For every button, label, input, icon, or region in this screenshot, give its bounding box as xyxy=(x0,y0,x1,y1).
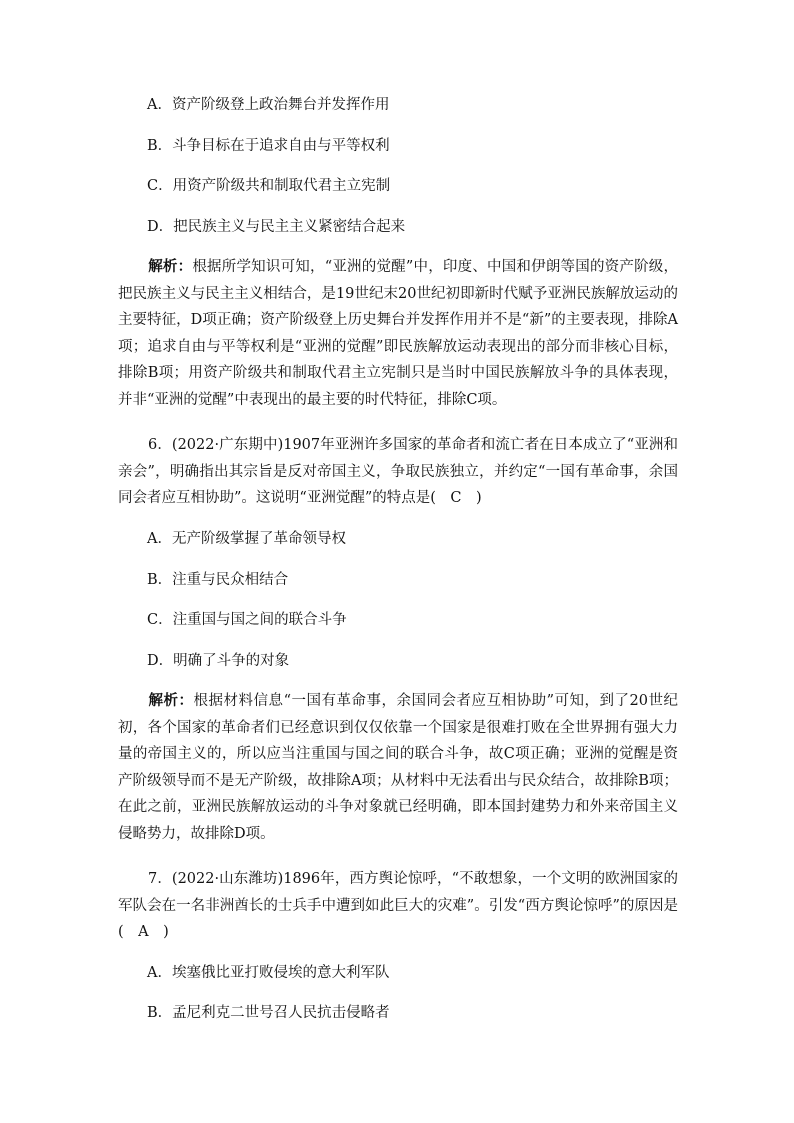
q5-option-c: C．用资产阶级共和制取代君主立宪制 xyxy=(147,178,391,194)
analysis-text: 根据材料信息“一国有革命事，余国同会者应互相协助”可知，到了20世纪初，各个国家的革命者们已经意识到仅仅依靠一个国家是很难打败在全世界拥有强大力量的帝国主义的，所以应当注重国与国之间的联合斗争，故C项正确；亚洲的觉醒是资产阶级领导而不是无产阶级，故排除A项；从材料中无法看出与民众结合，故排除B项；在此之前，亚洲民族解放运动的斗争对象就已经明确，即本国封建势力和外来帝国主义侵略势力，故排除D项。 xyxy=(118,693,678,842)
question-text: 6．(2022·广东期中)1907年亚洲许多国家的革命者和流亡者在日本成立了“亚洲和亲会”，明确指出其宗旨是反对帝国主义，争取民族独立，并约定“一国有革命事，余国同会者应互相协助”。这说明“亚洲觉醒”的特点是( C ) xyxy=(118,437,678,506)
analysis-text: 根据所学知识可知，“亚洲的觉醒”中，印度、中国和伊朗等国的资产阶级，把民族主义与民主主义相结合，是19世纪末20世纪初即新时代赋予亚洲民族解放运动的主要特征，D项正确；资产阶级登上历史舞台并发挥作用并不是“新”的主要表现，排除A项；追求自由与平等权利是“亚洲的觉醒”即民族解放运动表现出的部分而非核心目标，排除B项；用资产阶级共和制取代君主立宪制只是当时中国民族解放斗争的具体表现，并非“亚洲的觉醒”中表现出的最主要的时代特征，排除C项。 xyxy=(118,259,679,408)
q5-option-b: B．斗争目标在于追求自由与平等权利 xyxy=(147,138,390,154)
analysis-label: 解析： xyxy=(148,258,193,275)
q7-option-a: A．埃塞俄比亚打败侵埃的意大利军队 xyxy=(147,965,390,981)
q5-analysis xyxy=(118,254,678,413)
q6-analysis xyxy=(118,688,678,847)
q6-option-a: A．无产阶级掌握了革命领导权 xyxy=(147,531,346,547)
question-text: 7．(2022·山东潍坊)1896年，西方舆论惊呼，“不敢想象，一个文明的欧洲国家的军队会在一名非洲酋长的士兵手中遭到如此巨大的灾难”。引发“西方舆论惊呼”的原因是( A ) xyxy=(118,871,678,940)
q7-stem xyxy=(118,866,678,946)
analysis-label: 解析： xyxy=(148,692,194,709)
q5-option-a: A．资产阶级登上政治舞台并发挥作用 xyxy=(147,97,390,113)
q6-option-b: B．注重与民众相结合 xyxy=(147,572,289,588)
q5-option-d: D．把民族主义与民主主义紧密结合起来 xyxy=(147,219,406,235)
q6-option-d: D．明确了斗争的对象 xyxy=(147,653,290,669)
q6-stem xyxy=(118,432,678,512)
q7-option-b: B．孟尼利克二世号召人民抗击侵略者 xyxy=(147,1005,390,1021)
q6-option-c: C．注重国与国之间的联合斗争 xyxy=(147,612,347,628)
